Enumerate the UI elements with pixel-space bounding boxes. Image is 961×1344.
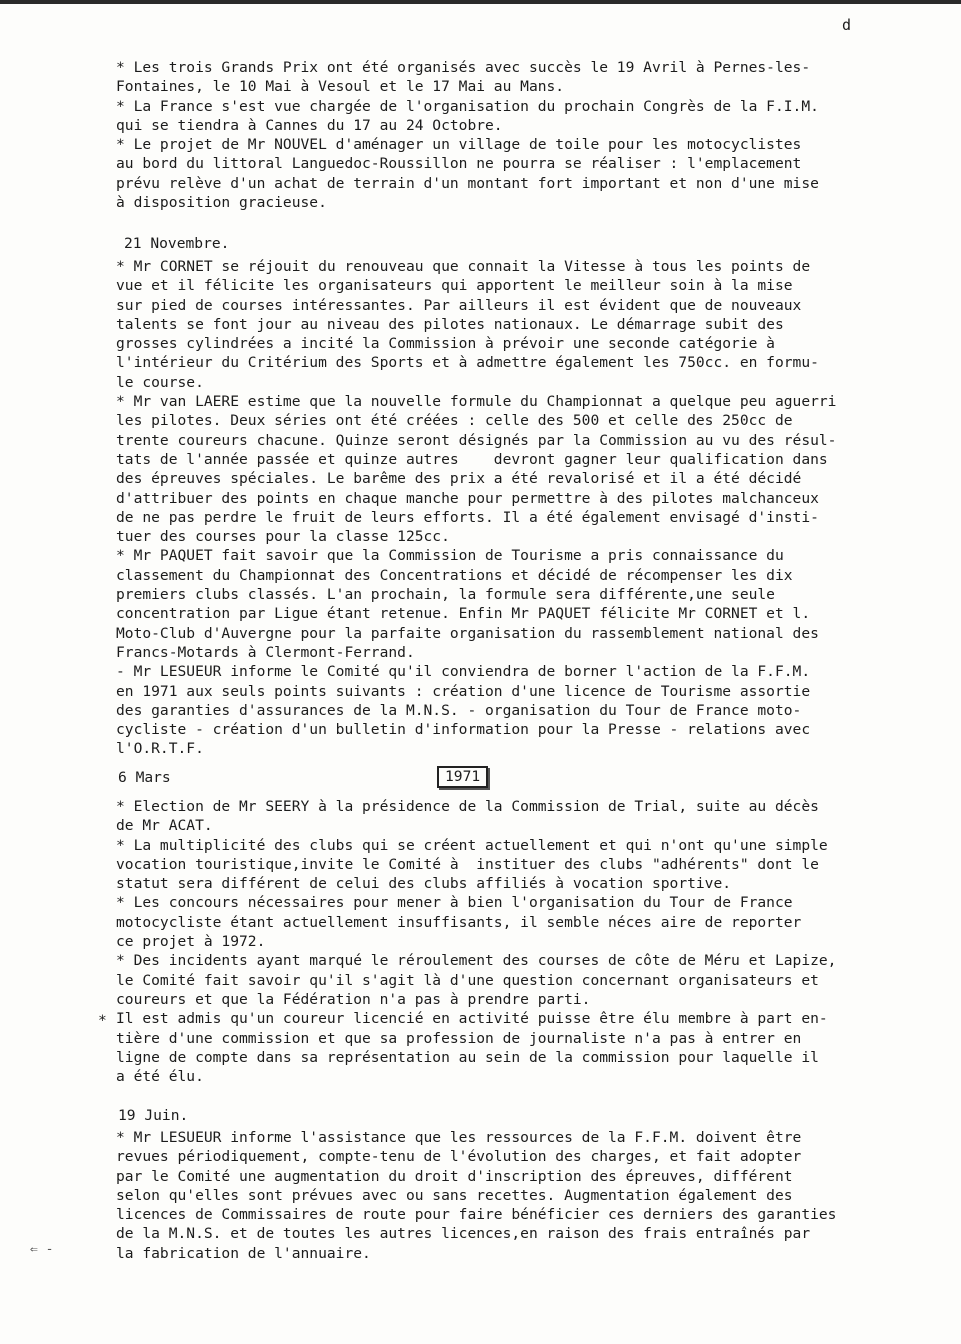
text-line: en 1971 aux seuls points suivants : création d'une licence de Tourisme assortie — [116, 682, 811, 700]
text-line: revues périodiquement, compte-tenu de l'évolution des charges, et fait adopter — [116, 1148, 802, 1166]
text-line: ce projet à 1972. — [116, 933, 266, 951]
text-line: licences de Commissaires de route pour faire bénéficier ces derniers des garanties — [116, 1206, 837, 1224]
text-line: à disposition gracieuse. — [116, 194, 327, 212]
text-line: d'attribuer des points en chaque manche pour permettre à des pilotes malchanceux — [116, 489, 819, 507]
text-line: * Les trois Grands Prix ont été organisés avec succès le 19 Avril à Pernes-les- — [116, 59, 811, 76]
text-line: Francs-Motards à Clermont-Ferrand. — [116, 643, 415, 661]
text-line: des garanties d'assurances de la M.N.S. - organisation du Tour de France moto- — [116, 701, 802, 719]
paragraph-6-mars — [116, 797, 916, 1086]
text-line: concentration par Ligue étant retenue. Enfin Mr PAQUET félicite Mr CORNET et l. — [116, 605, 811, 623]
text-line: talents se font jour au niveau des pilotes nationaux. Le démarrage subit des — [116, 315, 784, 333]
text-line: motocycliste étant actuellement insuffisants, il semble néces aire de reporter — [116, 913, 802, 931]
text-line: l'O.R.T.F. — [116, 740, 204, 758]
text-line: de la M.N.S. et de toutes les autres licences,en raison des frais entraînés par — [116, 1225, 811, 1243]
text-line: cycliste - création d'un bulletin d'information pour la Presse - relations avec — [116, 721, 811, 739]
text-line: Fontaines, le 10 Mai à Vesoul et le 17 Mai au Mans. — [116, 78, 565, 96]
text-line: de Mr ACAT. — [116, 817, 213, 835]
margin-mark: ⇐ - — [30, 1242, 54, 1257]
text-line: * Le projet de Mr NOUVEL d'aménager un village de toile pour les motocyclistes — [116, 136, 802, 154]
text-line: la fabrication de l'annuaire. — [116, 1244, 371, 1262]
text-line: qui se tiendra à Cannes du 17 au 24 Octobre. — [116, 116, 503, 134]
text-line: * Election de Mr SEERY à la présidence de la Commission de Trial, suite au décès — [116, 798, 819, 815]
text-line: * La France s'est vue chargée de l'organisation du prochain Congrès de la F.I.M. — [116, 97, 819, 115]
text-line: * Mr PAQUET fait savoir que la Commission de Tourisme a pris connaissance du — [116, 547, 784, 565]
year-1971-box: 1971 — [437, 766, 488, 788]
text-line: de ne pas perdre le fruit de leurs efforts. Il a été également envisagé d'insti- — [116, 508, 819, 526]
date-19-juin: 19 Juin. — [118, 1107, 189, 1124]
text-line: le course. — [116, 373, 204, 391]
text-line: coureurs et que la Fédération n'a pas à prendre parti. — [116, 990, 591, 1008]
text-line: vocation touristique,invite le Comité à instituer des clubs "adhérents" dont le — [116, 855, 819, 873]
text-line: au bord du littoral Languedoc-Roussillon ne pourra se réaliser : l'emplacement — [116, 155, 802, 173]
text-line: tats de l'année passée et quinze autres devront gagner leur qualification dans — [116, 450, 828, 468]
text-line: l'intérieur du Critérium des Sports et à admettre également les 750cc. en formu- — [116, 354, 819, 372]
text-line: - Mr LESUEUR informe le Comité qu'il conviendra de borner l'action de la F.F.M. — [116, 663, 811, 681]
text-line: * Les concours nécessaires pour mener à bien l'organisation du Tour de France — [116, 894, 793, 912]
text-line: classement du Championnat des Concentrations et décidé de récompenser les dix — [116, 566, 793, 584]
text-line: premiers clubs classés. L'an prochain, la formule sera différente,une seule — [116, 586, 775, 604]
text-line: * Mr van LAERE estime que la nouvelle formule du Championnat a quelque peu aguerri — [116, 393, 837, 411]
text-line: * Des incidents ayant marqué le réroulement des courses de côte de Méru et Lapize, — [116, 952, 837, 970]
paragraph-21-novembre — [116, 257, 916, 759]
text-line: grosses cylindrées a incité la Commission à prévoir une seconde catégorie à — [116, 335, 775, 353]
text-line: * Mr LESUEUR informe l'assistance que les ressources de la F.F.M. doivent être — [116, 1129, 802, 1146]
text-line: tuer des courses pour la classe 125cc. — [116, 528, 450, 546]
date-21-novembre: 21 Novembre. — [124, 235, 230, 252]
text-line: tière d'une commission et que sa profession de journaliste n'a pas à entrer en — [116, 1029, 802, 1047]
paragraph-1970-end — [116, 58, 916, 212]
text-line: * La multiplicité des clubs qui se créent actuellement et qui n'ont qu'une simple — [116, 836, 828, 854]
text-line: a été élu. — [116, 1068, 204, 1086]
text-line: prévu relève d'un achat de terrain d'un montant fort important et non d'une mise — [116, 174, 819, 192]
page-letter: d — [842, 16, 852, 34]
text-line: selon qu'elles sont prévues avec ou sans recettes. Augmentation également des — [116, 1186, 793, 1204]
text-line: Il est admis qu'un coureur licencié en activité puisse être élu membre à part en- — [116, 1010, 828, 1028]
text-line: vue et il félicite les organisateurs qui apportent le meilleur soin à la mise — [116, 277, 793, 295]
date-6-mars: 6 Mars — [118, 769, 171, 786]
text-line: trente coureurs chacune. Quinze seront désignés par la Commission au vu des résul- — [116, 431, 837, 449]
text-line: les pilotes. Deux séries ont été créées : celle des 500 et celle des 250cc de — [116, 412, 793, 430]
text-line: des épreuves spéciales. Le barême des prix a été revalorisé et il a été décidé — [116, 470, 802, 488]
text-line: * Mr CORNET se réjouit du renouveau que connait la Vitesse à tous les points de — [116, 258, 811, 275]
text-line: Moto-Club d'Auvergne pour la parfaite organisation du rassemblement national des — [116, 624, 819, 642]
margin-star: * — [98, 1012, 107, 1029]
text-line: ligne de compte dans sa représentation au sein de la commission pour laquelle il — [116, 1048, 819, 1066]
top-rule — [0, 0, 961, 4]
text-line: le Comité fait savoir qu'il s'agit là d'une question concernant organisateurs et — [116, 971, 819, 989]
paragraph-19-juin — [116, 1128, 916, 1263]
text-line: par le Comité une augmentation du droit d'inscription des épreuves, différent — [116, 1167, 793, 1185]
text-line: sur pied de courses intéressantes. Par ailleurs il est évident que de nouveaux — [116, 296, 802, 314]
text-line: statut sera différent de celui des clubs affiliés à vocation sportive. — [116, 875, 732, 893]
